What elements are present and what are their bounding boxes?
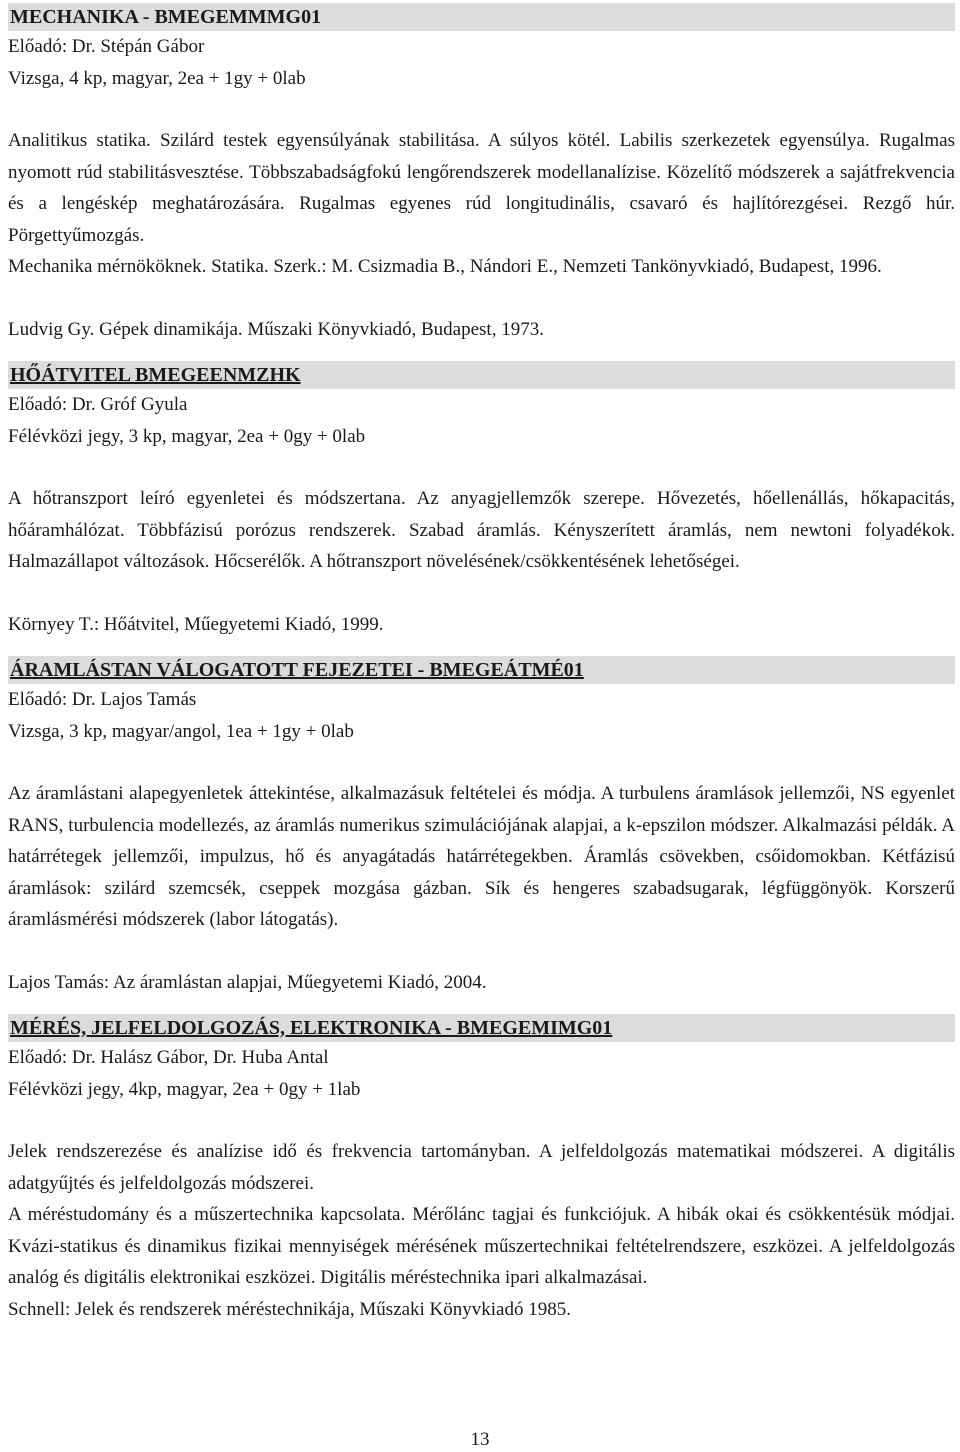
course-reference: Schnell: Jelek és rendszerek méréstechnikája, Műszaki Könyvkiadó 1985. (8, 1298, 571, 1320)
course-description-2: A méréstudomány és a műszertechnika kapcsolata. Mérőlánc tagjai és funkciójuk. A hibák okai és csökkentésük módjai. Kvázi-statikus és dinamikus fizikai mennyiségek mérésének műszertechnikai feltételrendszere, eszközei. A jelfeldolgozás analóg és digitális elektronikai eszközei. Digitális méréstechnika ipari alkalmazásai. (8, 1204, 955, 1288)
course-lecturer: Előadó: Dr. Stépán Gábor (8, 36, 205, 57)
course-mechanika (8, 3, 955, 361)
course-lecturer: Előadó: Dr. Halász Gábor, Dr. Huba Antal (8, 1047, 329, 1068)
course-aramlastan (8, 656, 955, 1014)
document-page (8, 3, 955, 1325)
course-reference: Környey T.: Hőátvitel, Műegyetemi Kiadó, 1999. (8, 613, 384, 635)
course-info: Félévközi jegy, 3 kp, magyar, 2ea + 0gy + 0lab (8, 425, 366, 447)
course-description: Analitikus statika. Szilárd testek egyensúlyának stabilitása. A súlyos kötél. Labilis szerkezetek egyensúlya. Rugalmas nyomott rúd stabilitásvesztése. Többszabadságfokú lengőrendszerek modellanalízise. Közelítő módszerek a sajátfrekvencia és a lengéskép meghatározására. Rugalmas egyenes rúd longitudinális, csavaró és hajlítórezgései. Rezgő húr. Pörgettyűmozgás. (8, 130, 955, 246)
course-title: HŐÁTVITEL BMEGEENMZHK (8, 361, 955, 389)
course-info: Vizsga, 3 kp, magyar/angol, 1ea + 1gy + 0lab (8, 720, 354, 742)
course-description: Jelek rendszerezése és analízise idő és frekvencia tartományban. A jelfeldolgozás matematikai módszerei. A digitális adatgyűjtés és jelfeldolgozás módszerei. (8, 1141, 955, 1194)
course-lecturer: Előadó: Dr. Gróf Gyula (8, 394, 188, 415)
course-lecturer: Előadó: Dr. Lajos Tamás (8, 689, 197, 710)
course-title: MECHANIKA - BMEGEMMMG01 (8, 3, 955, 31)
course-title: ÁRAMLÁSTAN VÁLOGATOTT FEJEZETEI - BMEGEÁTMÉ01 (8, 656, 955, 684)
course-reference: Lajos Tamás: Az áramlástan alapjai, Műegyetemi Kiadó, 2004. (8, 971, 487, 993)
course-reference: Ludvig Gy. Gépek dinamikája. Műszaki Könyvkiadó, Budapest, 1973. (8, 318, 544, 340)
course-description: Az áramlástani alapegyenletek áttekintése, alkalmazásuk feltételei és módja. A turbulens áramlások jellemzői, NS egyenlet RANS, turbulencia modellezés, az áramlás numerikus szimulációjának alapjai, a k-epszilon módszer. Alkalmazási példák. A határrétegek jellemzői, impulzus, hő és anyagátadás határrétegekben. Áramlás csövekben, csőidomokban. Kétfázisú áramlások: szilárd szemcsék, cseppek mozgása gázban. Sík és hengeres szabadsugarak, légfüggönyök. Korszerű áramlásmérési módszerek (labor látogatás). (8, 783, 955, 930)
course-info: Félévközi jegy, 4kp, magyar, 2ea + 0gy + 1lab (8, 1078, 361, 1100)
course-description: A hőtranszport leíró egyenletei és módszertana. Az anyagjellemzők szerepe. Hővezetés, hőellenállás, hőkapacitás, hőáramhálózat. Többfázisú porózus rendszerek. Szabad áramlás. Kényszerített áramlás, nem newtoni folyadékok. Halmazállapot változások. Hőcserélők. A hőtranszport növelésének/csökkentésének lehetőségei. (8, 488, 955, 572)
course-meres (8, 1014, 955, 1325)
page-number: 13 (470, 1429, 490, 1450)
course-hoatvitel (8, 361, 955, 656)
course-info: Vizsga, 4 kp, magyar, 2ea + 1gy + 0lab (8, 67, 306, 89)
course-reference: Mechanika mérnököknek. Statika. Szerk.: M. Csizmadia B., Nándori E., Nemzeti Tankönyvkiadó, Budapest, 1996. (8, 256, 882, 277)
course-title: MÉRÉS, JELFELDOLGOZÁS, ELEKTRONIKA - BMEGEMIMG01 (8, 1014, 955, 1042)
